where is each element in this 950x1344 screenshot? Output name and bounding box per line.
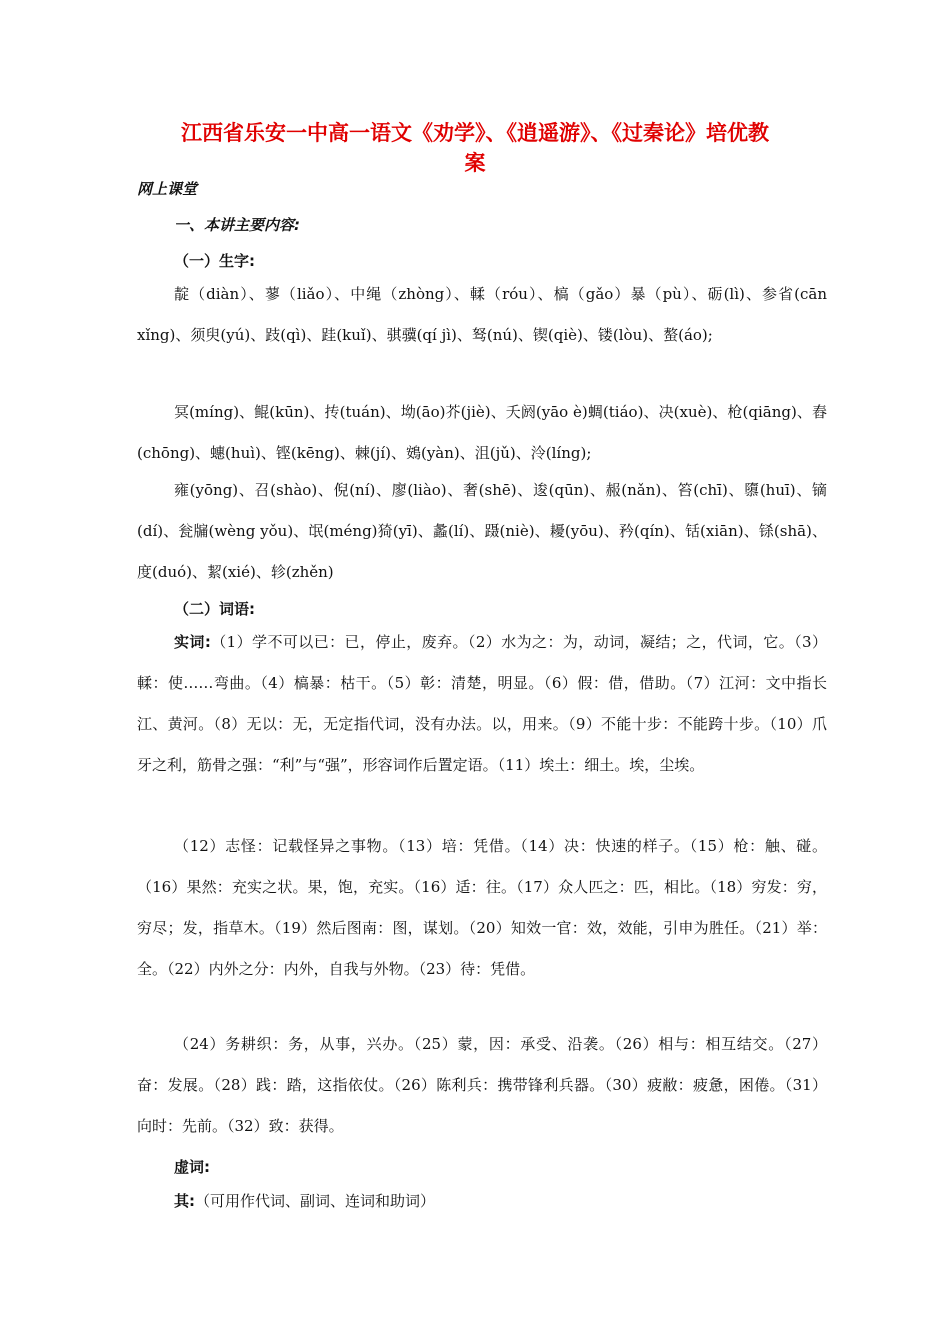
qi-entry [174, 1190, 435, 1211]
characters-block-2 [137, 392, 827, 474]
vocabulary-paragraph-2: （12）志怪：记载怪异之事物。（13）培：凭借。（14）决：快速的样子。（15）枪：触、碰。（16）果然：充实之状。果，饱，充实。（16）适：往。（17）众人匹之：匹，相比。（18）穷发：穷，穷尽；发，指草木。（19）然后图南：图，谋划。（20）知效一官：效，效能，引申为胜任。（21）举：全。（22）内外之分：内外，自我与外物。（23）待：凭借。 [137, 837, 827, 978]
subsection-new-characters: （一）生字: [174, 252, 255, 270]
vocabulary-text-1: （1）学不可以已：已，停止，废弃。（2）水为之：为，动词，凝结；之，代词，它。（3）輮：使……弯曲。（4）槁暴：枯干。（5）彰：清楚，明显。（6）假：借，借助。（7）江河：文中指长江、黄河。（8）无以：无，无定指代词，没有办法。以，用来。（9）不能十步：不能跨十步。（10）爪牙之利，筋骨之强：“利”与“强”，形容词作后置定语。（11）埃土：细土。埃，尘埃。 [137, 633, 828, 774]
vocabulary-paragraph-1 [137, 622, 827, 786]
vocabulary-paragraph-3: （24）务耕织：务，从事，兴办。（25）蒙，因：承受、沿袭。（26）相与：相互结交。（27）奋：发展。（28）践：踏，这指依仗。（26）陈利兵：携带锋利兵器。（30）疲敝：疲惫，困倦。（31）向时：先前。（32）致：获得。 [137, 1035, 827, 1135]
title-line-2: 案 [464, 151, 486, 175]
characters-paragraph-1: 靛（diàn）、蓼（liǎo）、中绳（zhòng）、輮（róu）、槁（gǎo）暴（pù）、砺(lì)、参省(cān xǐng)、须臾(yú)、跂(qì)、跬(kuǐ)、骐骥(qí jì)、驽(nú)、锲(qiè)、镂(lòu)、螯(áo); [137, 285, 827, 344]
section-main-content: 一、本讲主要内容: [174, 216, 300, 234]
characters-block [137, 274, 827, 356]
vocabulary-block-1 [137, 622, 827, 786]
qi-label: 其: [174, 1192, 195, 1210]
function-words-label: 虚词: [174, 1158, 210, 1176]
vocabulary-block-2 [137, 826, 827, 990]
qi-text: （可用作代词、副词、连词和助词） [195, 1192, 436, 1210]
section-online-class: 网上课堂 [137, 180, 198, 198]
document-title [120, 118, 830, 178]
characters-paragraph-3: 雍(yōng)、召(shào)、倪(ní)、廖(liào)、奢(shē)、逡(qūn)、赧(nǎn)、笞(chī)、隳(huī)、镝(dí)、瓮牖(wèng yǒu)、氓(méng)猗(yī)、蠡(lí)、蹑(niè)、耰(yōu)、矜(qín)、铦(xiān)、铩(shā)、度(duó)、絜(xié)、轸(zhěn) [137, 481, 827, 581]
characters-paragraph-2: 冥(míng)、鲲(kūn)、抟(tuán)、坳(āo)芥(jiè)、夭阏(yāo è)蜩(tiáo)、决(xuè)、枪(qiāng)、舂(chōng)、蟪(huì)、铿(kēng)、棘(jí)、鴳(yàn)、沮(jǔ)、泠(líng); [137, 403, 827, 462]
subsection-vocabulary: （二）词语: [174, 600, 255, 618]
title-line-1: 江西省乐安一中高一语文《劝学》、《逍遥游》、《过秦论》培优教 [181, 121, 769, 145]
content-words-label: 实词: [174, 633, 211, 651]
vocabulary-block-3 [137, 1024, 827, 1147]
characters-block-3 [137, 470, 827, 593]
